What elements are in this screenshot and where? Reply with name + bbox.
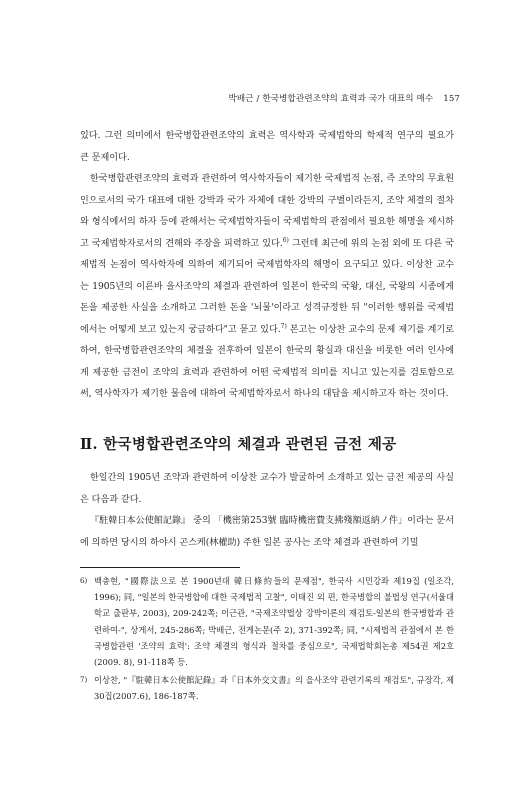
section-heading: Ⅱ. 한국병합관련조약의 체결과 관련된 금전 제공 xyxy=(80,436,397,453)
footnote-text: 이상찬, "『駐韓日本公使館記錄』과『日本外交文書』의 을사조약 관련기록의 재검토", 규장각, 제30집(2007.6), 186-187쪽. xyxy=(94,675,454,702)
paragraph-text: 본고는 이상찬 교수의 문제 제기를 계기로 하여, 한국병합관련조약의 체결을 전후하여 일본이 한국의 황실과 대신을 비롯한 여러 인사에게 제공한 금전이 조약의 효력과 관련하여 어떤 국제법적 의미를 지니고 있는지를 검토함으로써, 역사학자가 제기한 물음에 대하여 국제법학자로서 하나의 대답을 제시하고자 하는 것이다. xyxy=(80,324,454,399)
footnote xyxy=(80,573,454,670)
running-head-title: 박배근 / 한국병합관련조약의 효력과 국가 대표의 매수 xyxy=(228,94,434,104)
footnote-ref: 6) xyxy=(282,236,289,244)
paragraph: 한일간의 1905년 조약과 관련하여 이상찬 교수가 발굴하여 소개하고 있는 금전 제공의 사실은 다음과 같다. xyxy=(80,473,454,505)
paragraph xyxy=(80,169,454,406)
footnote-divider xyxy=(80,567,240,568)
paragraph-text: 한국병합관련조약의 효력과 관련하여 역사학자들이 제기한 국제법적 논점, 즉 조약의 무효원인으로서의 국가 대표에 대한 강박과 국가 자체에 대한 강박의 구별이라든지, 조약 체결의 절차와 형식에서의 하자 등에 관해서는 국제법학자들이 국제법학의 관점에서 필요한 해명을 제시하고 국제법학자로서의 견해와 주장을 피력하고 있다. xyxy=(80,174,454,249)
paragraph: 있다. 그런 의미에서 한국병합관련조약의 효력은 역사학과 국제법학의 학제적 연구의 필요가 큰 문제이다. xyxy=(80,131,454,163)
footnote-number: 6) xyxy=(80,577,88,585)
footnote-number: 7) xyxy=(80,676,88,685)
paragraph-text: 그런데 최근에 위의 논점 외에 또 다른 국제법적 논점이 역사학자에 의하여 제기되어 국제법학자의 해명이 요구되고 있다. 이상찬 교수는 1905년의 이른바 을사조약의 체결과 관련하여 일본이 한국의 국왕, 대신, 국왕의 시종에게 돈을 제공한 사실을 소개하고 그러한 돈을 '뇌물'이라고 성격규정한 뒤 "이러한 행위를 국제법에서는 어떻게 보고 있는지 궁금하다"고 묻고 있다. xyxy=(80,238,454,335)
body-section-2 xyxy=(80,468,454,554)
body-section-1 xyxy=(80,126,454,406)
footnotes xyxy=(80,573,454,707)
footnote-text: 백충현, "國際法으로 본 1900년대 韓日條約들의 문제점", 한국사 시민강좌 제19집 (일조각, 1996); 同, "일본의 한국병합에 대한 국제법적 고찰", 이태진 외 편, 한국병합의 불법성 연구(서울대학교 출판부, 2003), 209-242쪽; 이근관, "국제조약법상 강박이론의 재검토-일본의 한국병합과 관련하여-", 상게서, 245-286쪽; 박배근, 전게논문(주 2), 371-392쪽; 同, "시제법적 관점에서 본 한국병합관련 '조약의 효력': 조약 체결의 형식과 절차를 중심으로", 국제법학회논총 제54권 제2호 (2009. 8), 91-118쪽 등. xyxy=(94,576,454,668)
page-number: 157 xyxy=(443,94,460,104)
footnote-ref: 7) xyxy=(280,322,287,330)
footnote xyxy=(80,672,454,704)
paragraph: 『駐韓日本公使館記錄』 중의 「機密第253號 臨時機密費支拂殘額返納ノ件」이라는 문서에 의하면 당시의 하야시 곤스케(林權助) 주한 일본 공사는 조약 체결과 관련하여 기밀 xyxy=(80,516,454,548)
running-head xyxy=(228,92,460,104)
